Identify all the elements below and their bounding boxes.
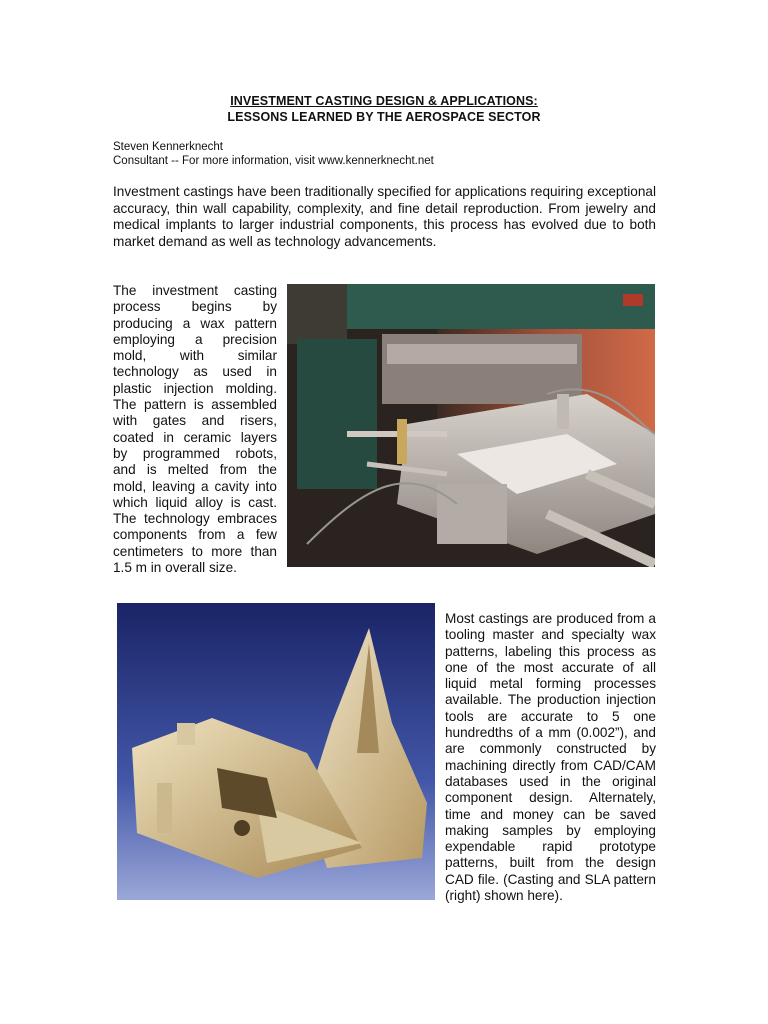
document-title-line1: INVESTMENT CASTING DESIGN & APPLICATIONS: <box>230 94 538 108</box>
injection-mold-machine-photo <box>287 284 655 567</box>
author-name: Steven Kennerknecht <box>113 141 223 153</box>
document-title-line2: LESSONS LEARNED BY THE AEROSPACE SECTOR <box>227 110 541 124</box>
intro-paragraph: Investment castings have been traditionally specified for applications requiring exceptional accuracy, thin wall capability, complexity, and fine detail reproduction. From jewelry and medical implants to larger industrial components, this process has evolved due to both market demand as well as technology advancements. <box>113 184 656 249</box>
process-paragraph: The investment casting process begins by producing a wax pattern employing a precision mold, with similar technology as used in plastic injection molding. The pattern is assembled with gates and risers, coated in ceramic layers by programmed robots, and is melted from the mold, leaving a cavity into which liquid alloy is cast. The technology embraces components from a few centimeters to more than 1.5 m in overall size. <box>113 283 277 576</box>
casting-and-sla-pattern-photo <box>117 603 435 900</box>
castings-paragraph: Most castings are produced from a tooling master and specialty wax patterns, labeling this process as one of the most accurate of all liquid metal forming processes available. The production injection tools are accurate to 5 one hundredths of a mm (0.002”), and are commonly constructed by machining directly from CAD/CAM databases used in the original component design. Alternately, time and money can be saved making samples by employing expendable rapid prototype patterns, built from the design CAD file. (Casting and SLA pattern (right) shown here). <box>445 611 656 904</box>
author-role: Consultant -- For more information, visit www.kennerknecht.net <box>113 155 434 167</box>
